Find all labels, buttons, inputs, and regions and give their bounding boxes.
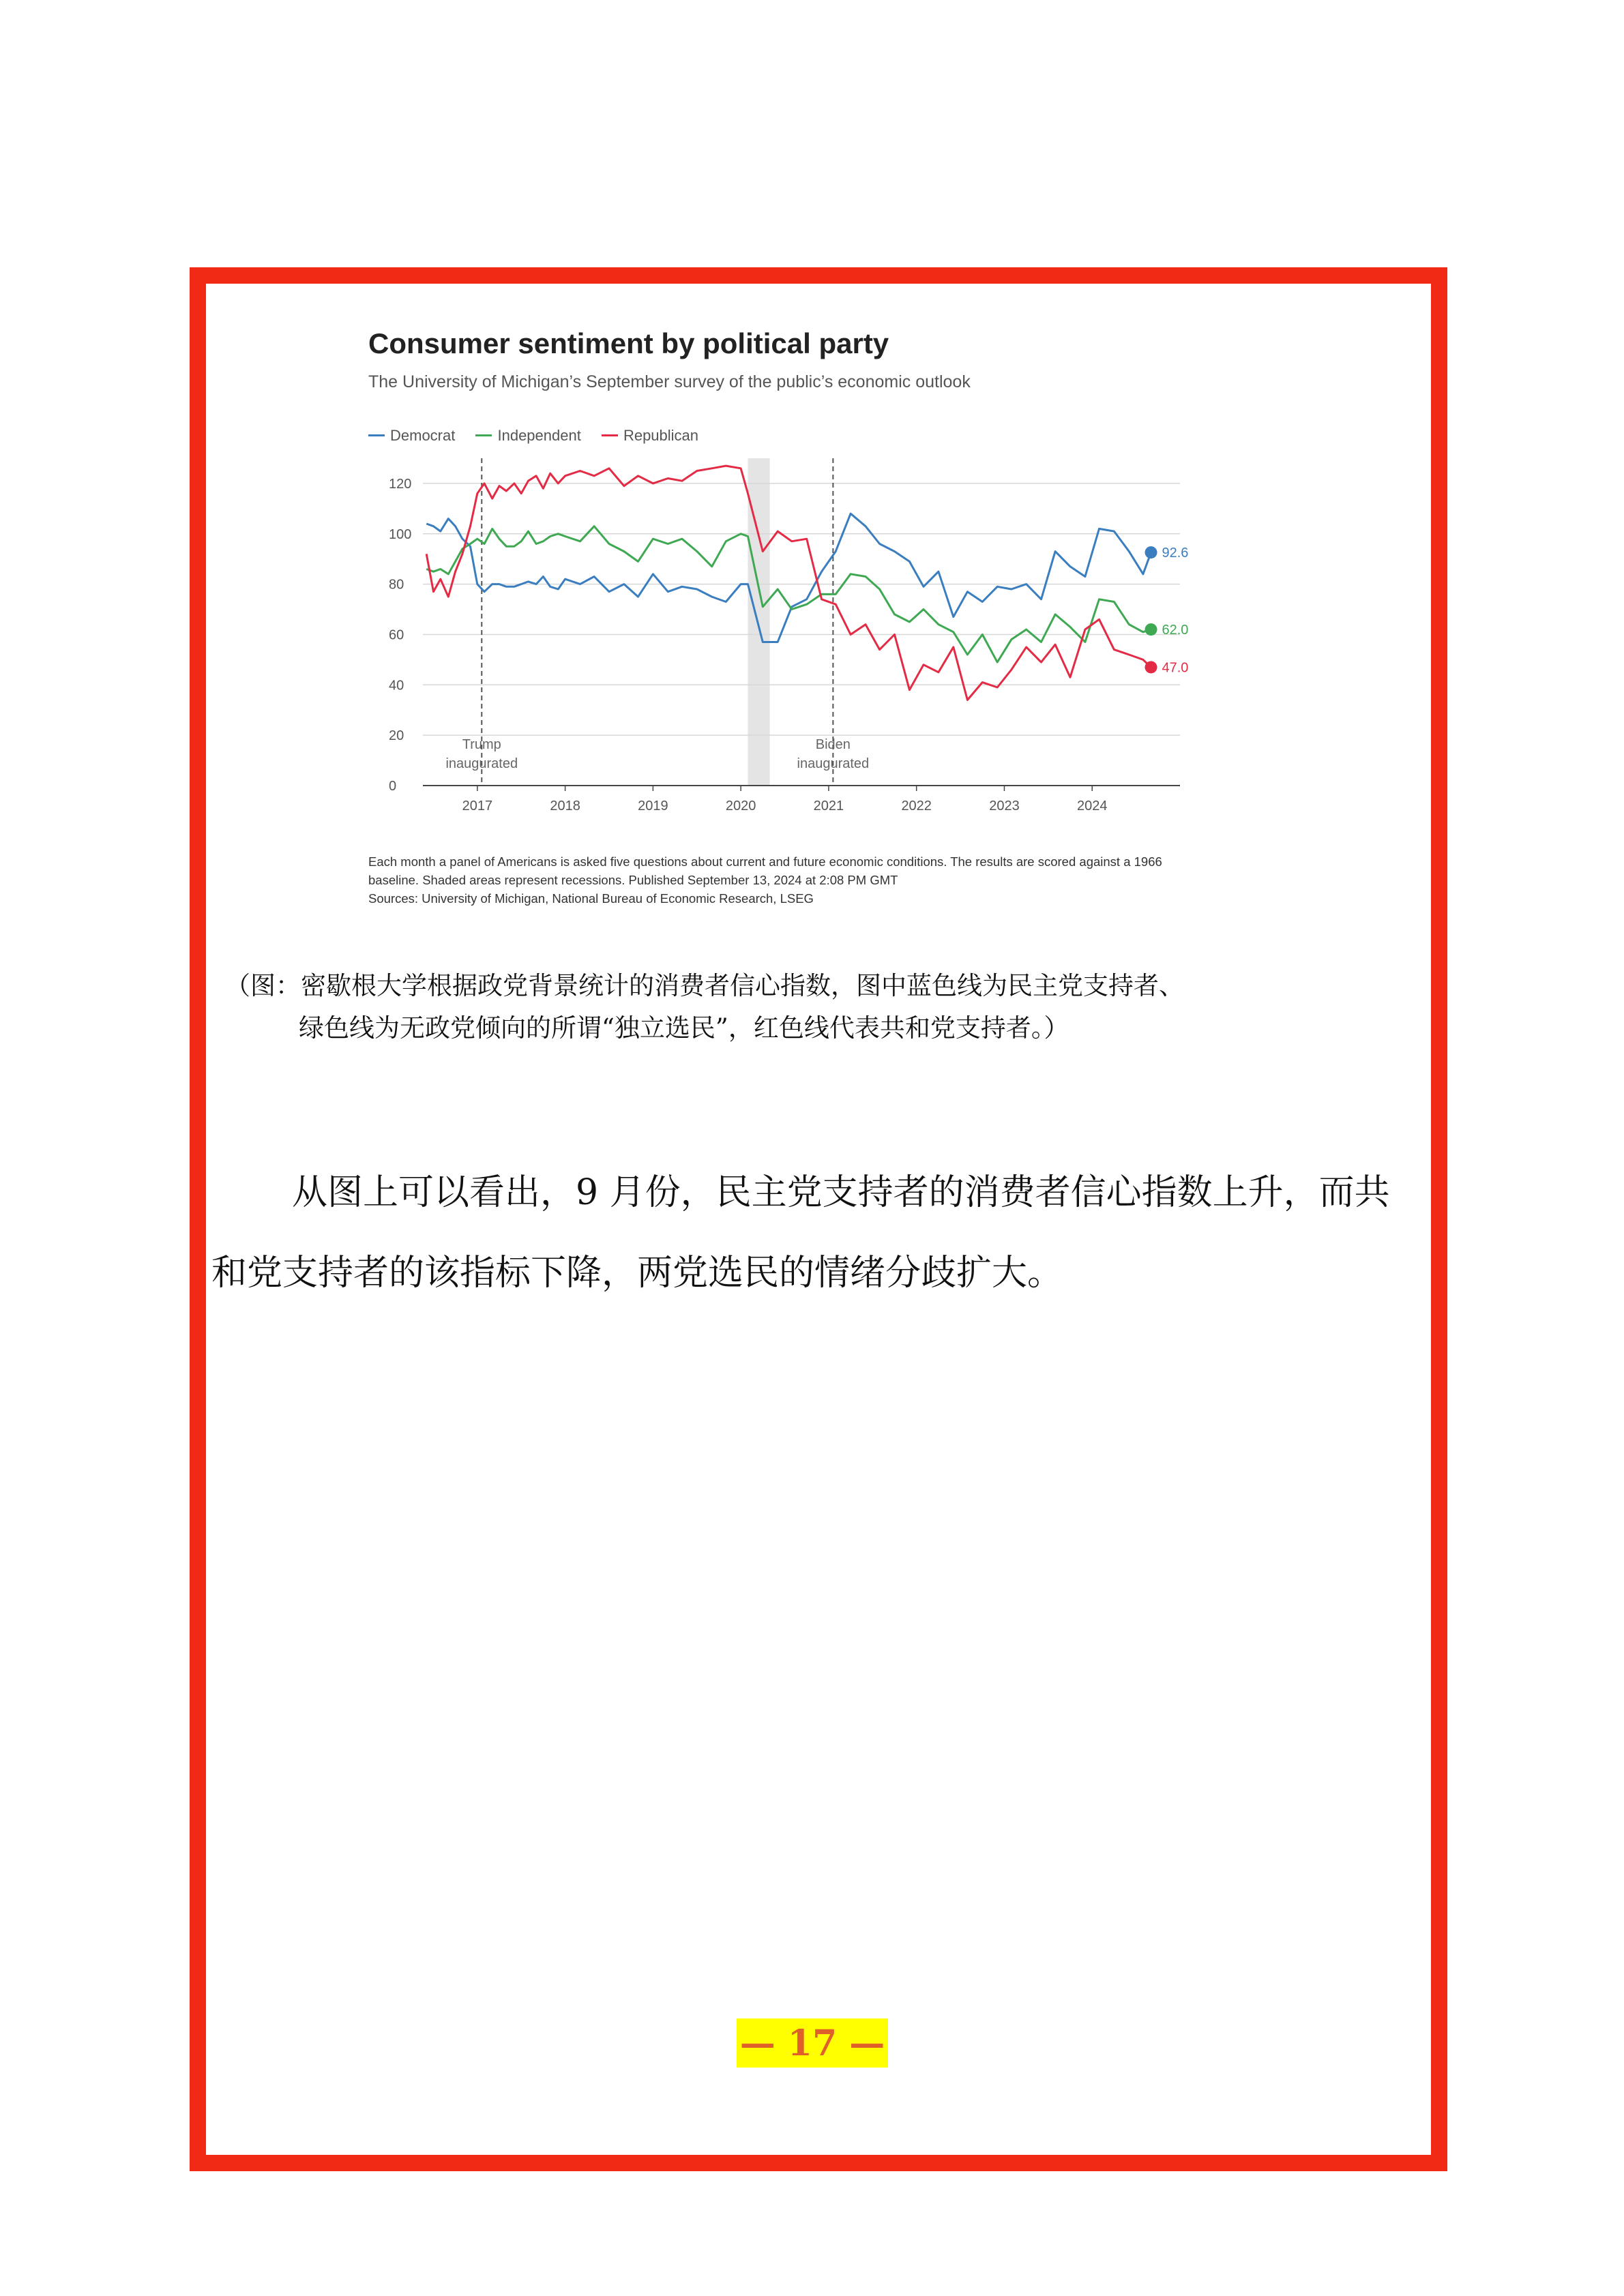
y-tick-label: 100 bbox=[389, 526, 412, 542]
y-tick-label: 80 bbox=[389, 577, 404, 593]
legend-item-republican bbox=[602, 427, 698, 445]
y-tick-label: 0 bbox=[389, 779, 397, 794]
legend-label: Democrat bbox=[390, 426, 456, 444]
y-tick-label: 60 bbox=[389, 627, 404, 643]
legend-label: Republican bbox=[623, 426, 699, 444]
y-tick-label: 40 bbox=[389, 678, 404, 694]
legend-swatch bbox=[368, 434, 385, 436]
end-point-independent bbox=[1145, 623, 1157, 636]
inauguration-label: inaugurated bbox=[445, 756, 518, 771]
caption-line-2: 绿色线为无政党倾向的所谓“独立选民”，红色线代表共和党支持者。） bbox=[299, 1013, 1069, 1043]
legend-swatch bbox=[475, 434, 492, 436]
chart-subtitle: The University of Michigan’s September survey of the public’s economic outlook bbox=[368, 372, 971, 391]
y-tick-label: 20 bbox=[389, 728, 404, 744]
inauguration-label: inaugurated bbox=[797, 756, 870, 771]
x-tick-label: 2018 bbox=[550, 799, 580, 814]
legend-item-independent bbox=[475, 427, 580, 445]
end-point-republican bbox=[1145, 661, 1157, 673]
figure-caption bbox=[225, 965, 1412, 1049]
end-label-independent: 62.0 bbox=[1162, 623, 1189, 638]
line-chart bbox=[368, 450, 1255, 846]
end-label-democrat: 92.6 bbox=[1162, 546, 1189, 561]
y-tick-label: 120 bbox=[389, 476, 412, 492]
series-line-democrat bbox=[426, 513, 1151, 642]
chart-footnote bbox=[368, 852, 1255, 908]
inauguration-label: Biden bbox=[815, 737, 851, 752]
footnote-line: baseline. Shaded areas represent recessions. Published September 13, 2024 at 2:08 PM GMT bbox=[368, 873, 898, 887]
x-tick-label: 2022 bbox=[901, 799, 932, 814]
chart-legend bbox=[368, 423, 715, 445]
x-tick-label: 2020 bbox=[725, 799, 756, 814]
page-number: — 17 — bbox=[737, 2018, 888, 2068]
body-paragraph: 从图上可以看出，9 月份，民主党支持者的消费者信心指数上升，而共和党支持者的该指标下降，两党选民的情绪分歧扩大。 bbox=[211, 1172, 1390, 1294]
inauguration-label: Trump bbox=[462, 737, 501, 752]
chart-title: Consumer sentiment by political party bbox=[368, 327, 889, 359]
x-tick-label: 2021 bbox=[813, 799, 844, 814]
legend-item-democrat bbox=[368, 427, 455, 445]
end-point-democrat bbox=[1145, 546, 1157, 558]
legend-label: Independent bbox=[497, 426, 581, 444]
footnote-line: Sources: University of Michigan, National Bureau of Economic Research, LSEG bbox=[368, 891, 814, 906]
x-tick-label: 2024 bbox=[1076, 799, 1108, 814]
x-tick-label: 2023 bbox=[989, 799, 1020, 814]
legend-swatch bbox=[602, 434, 618, 436]
caption-line-1: （图：密歇根大学根据政党背景统计的消费者信心指数，图中蓝色线为民主党支持者、 bbox=[225, 971, 1184, 1000]
x-tick-label: 2019 bbox=[638, 799, 668, 814]
footnote-line: Each month a panel of Americans is asked five questions about current and future economic conditions. The results are scored against a 1966 bbox=[368, 854, 1162, 869]
chart-figure bbox=[368, 314, 1255, 927]
end-label-republican: 47.0 bbox=[1162, 660, 1189, 676]
x-tick-label: 2017 bbox=[462, 799, 493, 814]
